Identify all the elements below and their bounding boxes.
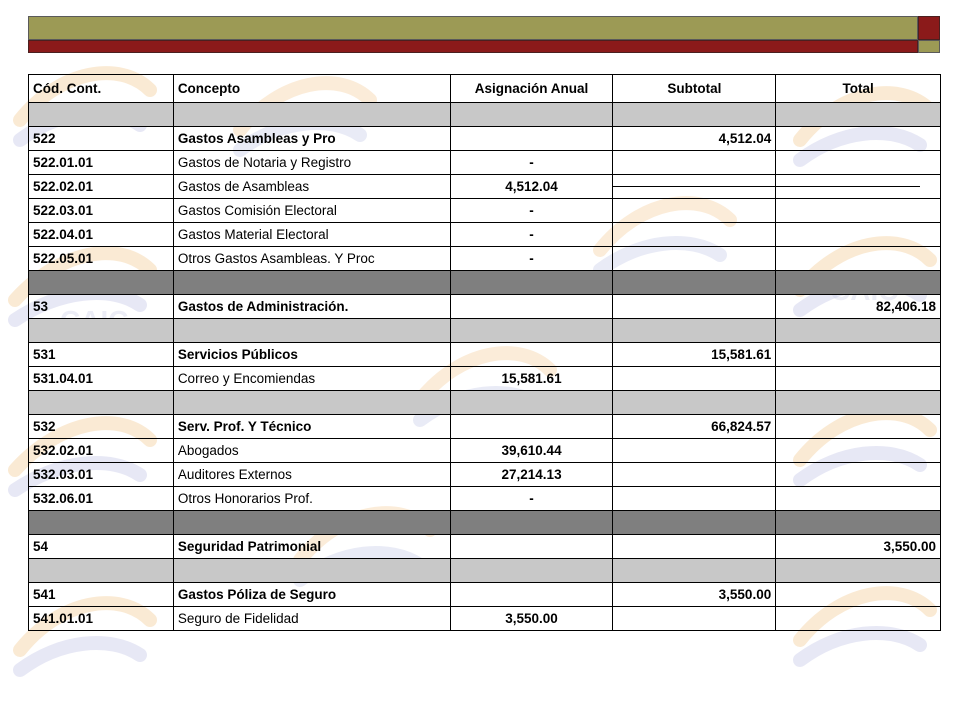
table-row <box>29 439 941 463</box>
code-cell: 522.04.01 <box>29 223 174 247</box>
subtotal-cell <box>613 607 776 631</box>
total-cell <box>776 247 941 271</box>
table-row <box>29 463 941 487</box>
column-header-total: Total <box>776 75 941 103</box>
spacer-cell <box>29 511 174 535</box>
spacer-cell <box>450 559 613 583</box>
spacer-cell <box>450 103 613 127</box>
spacer-cell <box>450 271 613 295</box>
concept-cell: Abogados <box>173 439 450 463</box>
spacer-cell <box>173 511 450 535</box>
spacer-row <box>29 559 941 583</box>
header-olive-square <box>918 40 940 53</box>
code-cell: 532.03.01 <box>29 463 174 487</box>
spacer-row <box>29 511 941 535</box>
spacer-cell <box>776 559 941 583</box>
spacer-cell <box>613 559 776 583</box>
spacer-cell <box>776 511 941 535</box>
spacer-row <box>29 271 941 295</box>
table-row <box>29 295 941 319</box>
table-row <box>29 247 941 271</box>
total-cell <box>776 607 941 631</box>
spacer-cell <box>613 391 776 415</box>
concept-cell: Seguro de Fidelidad <box>173 607 450 631</box>
table-row <box>29 583 941 607</box>
code-cell: 53 <box>29 295 174 319</box>
spacer-cell <box>613 319 776 343</box>
asignacion-cell: - <box>450 487 613 511</box>
header-red-bar <box>28 40 918 53</box>
spacer-cell <box>29 391 174 415</box>
asignacion-cell <box>450 127 613 151</box>
table-row <box>29 127 941 151</box>
total-cell <box>776 343 941 367</box>
column-header-subtotal: Subtotal <box>613 75 776 103</box>
concept-cell: Gastos de Notaria y Registro <box>173 151 450 175</box>
spacer-cell <box>173 319 450 343</box>
spacer-cell <box>776 271 941 295</box>
column-header-asignacion: Asignación Anual <box>450 75 613 103</box>
concept-cell: Servicios Públicos <box>173 343 450 367</box>
table-row <box>29 535 941 559</box>
table-row <box>29 199 941 223</box>
budget-table <box>28 74 941 631</box>
asignacion-cell <box>450 343 613 367</box>
concept-cell: Serv. Prof. Y Técnico <box>173 415 450 439</box>
table-row <box>29 223 941 247</box>
code-cell: 522.02.01 <box>29 175 174 199</box>
spacer-cell <box>613 511 776 535</box>
code-cell: 54 <box>29 535 174 559</box>
spacer-row <box>29 103 941 127</box>
spacer-cell <box>29 319 174 343</box>
concept-cell: Gastos Comisión Electoral <box>173 199 450 223</box>
concept-cell: Seguridad Patrimonial <box>173 535 450 559</box>
spacer-cell <box>173 271 450 295</box>
code-cell: 522.01.01 <box>29 151 174 175</box>
spacer-cell <box>613 103 776 127</box>
spacer-cell <box>776 319 941 343</box>
header-red-square <box>918 16 940 40</box>
concept-cell: Auditores Externos <box>173 463 450 487</box>
asignacion-cell <box>450 535 613 559</box>
code-cell: 541 <box>29 583 174 607</box>
concept-cell: Otros Honorarios Prof. <box>173 487 450 511</box>
subtotal-cell <box>613 247 776 271</box>
total-cell <box>776 439 941 463</box>
header-olive-bar <box>28 16 918 40</box>
asignacion-cell <box>450 583 613 607</box>
code-cell: 532.06.01 <box>29 487 174 511</box>
subtotal-cell <box>613 151 776 175</box>
code-cell: 531.04.01 <box>29 367 174 391</box>
spacer-row <box>29 319 941 343</box>
total-cell <box>776 151 941 175</box>
concept-cell: Gastos Póliza de Seguro <box>173 583 450 607</box>
code-cell: 522.03.01 <box>29 199 174 223</box>
spacer-cell <box>29 271 174 295</box>
asignacion-cell <box>450 415 613 439</box>
total-cell <box>776 223 941 247</box>
table-row <box>29 415 941 439</box>
total-cell: 82,406.18 <box>776 295 941 319</box>
spacer-cell <box>613 271 776 295</box>
subtotal-cell <box>613 295 776 319</box>
spacer-cell <box>450 319 613 343</box>
total-cell <box>776 367 941 391</box>
asignacion-cell: 3,550.00 <box>450 607 613 631</box>
asignacion-cell: - <box>450 151 613 175</box>
spacer-row <box>29 391 941 415</box>
total-cell <box>776 415 941 439</box>
spacer-cell <box>450 511 613 535</box>
concept-cell: Gastos de Asambleas <box>173 175 450 199</box>
column-header-code: Cód. Cont. <box>29 75 174 103</box>
table-row <box>29 487 941 511</box>
total-cell <box>776 199 941 223</box>
asignacion-cell: 39,610.44 <box>450 439 613 463</box>
concept-cell: Gastos Material Electoral <box>173 223 450 247</box>
table-row <box>29 607 941 631</box>
spacer-cell <box>776 103 941 127</box>
spacer-cell <box>29 103 174 127</box>
subtotal-cell: 3,550.00 <box>613 583 776 607</box>
code-cell: 541.01.01 <box>29 607 174 631</box>
column-header-concept: Concepto <box>173 75 450 103</box>
table-row <box>29 343 941 367</box>
concept-cell: Correo y Encomiendas <box>173 367 450 391</box>
concept-cell: Gastos de Administración. <box>173 295 450 319</box>
subtotal-cell: 66,824.57 <box>613 415 776 439</box>
code-cell: 522.05.01 <box>29 247 174 271</box>
concept-cell: Otros Gastos Asambleas. Y Proc <box>173 247 450 271</box>
subtotal-cell <box>613 367 776 391</box>
subtotal-cell <box>613 535 776 559</box>
subtotal-cell <box>613 199 776 223</box>
total-cell <box>776 463 941 487</box>
subtotal-cell <box>613 463 776 487</box>
table-header-row <box>29 75 941 103</box>
spacer-cell <box>776 391 941 415</box>
asignacion-cell: - <box>450 247 613 271</box>
subtotal-cell: 15,581.61 <box>613 343 776 367</box>
subtotal-cell: 4,512.04 <box>613 127 776 151</box>
table-row <box>29 367 941 391</box>
spacer-cell <box>29 559 174 583</box>
code-cell: 531 <box>29 343 174 367</box>
subtotal-cell <box>613 487 776 511</box>
asignacion-cell: 27,214.13 <box>450 463 613 487</box>
total-cell <box>776 127 941 151</box>
asignacion-cell: 4,512.04 <box>450 175 613 199</box>
asignacion-cell: - <box>450 223 613 247</box>
subtotal-cell <box>613 223 776 247</box>
subtotal-cell <box>613 439 776 463</box>
concept-cell: Gastos Asambleas y Pro <box>173 127 450 151</box>
code-cell: 532 <box>29 415 174 439</box>
spacer-cell <box>173 103 450 127</box>
spacer-cell <box>173 391 450 415</box>
spacer-cell <box>450 391 613 415</box>
total-cell: 3,550.00 <box>776 535 941 559</box>
spacer-cell <box>173 559 450 583</box>
row-overline-rule <box>612 186 920 187</box>
table-row <box>29 151 941 175</box>
asignacion-cell: - <box>450 199 613 223</box>
code-cell: 532.02.01 <box>29 439 174 463</box>
asignacion-cell: 15,581.61 <box>450 367 613 391</box>
asignacion-cell <box>450 295 613 319</box>
code-cell: 522 <box>29 127 174 151</box>
table-body <box>29 103 941 631</box>
total-cell <box>776 583 941 607</box>
total-cell <box>776 487 941 511</box>
